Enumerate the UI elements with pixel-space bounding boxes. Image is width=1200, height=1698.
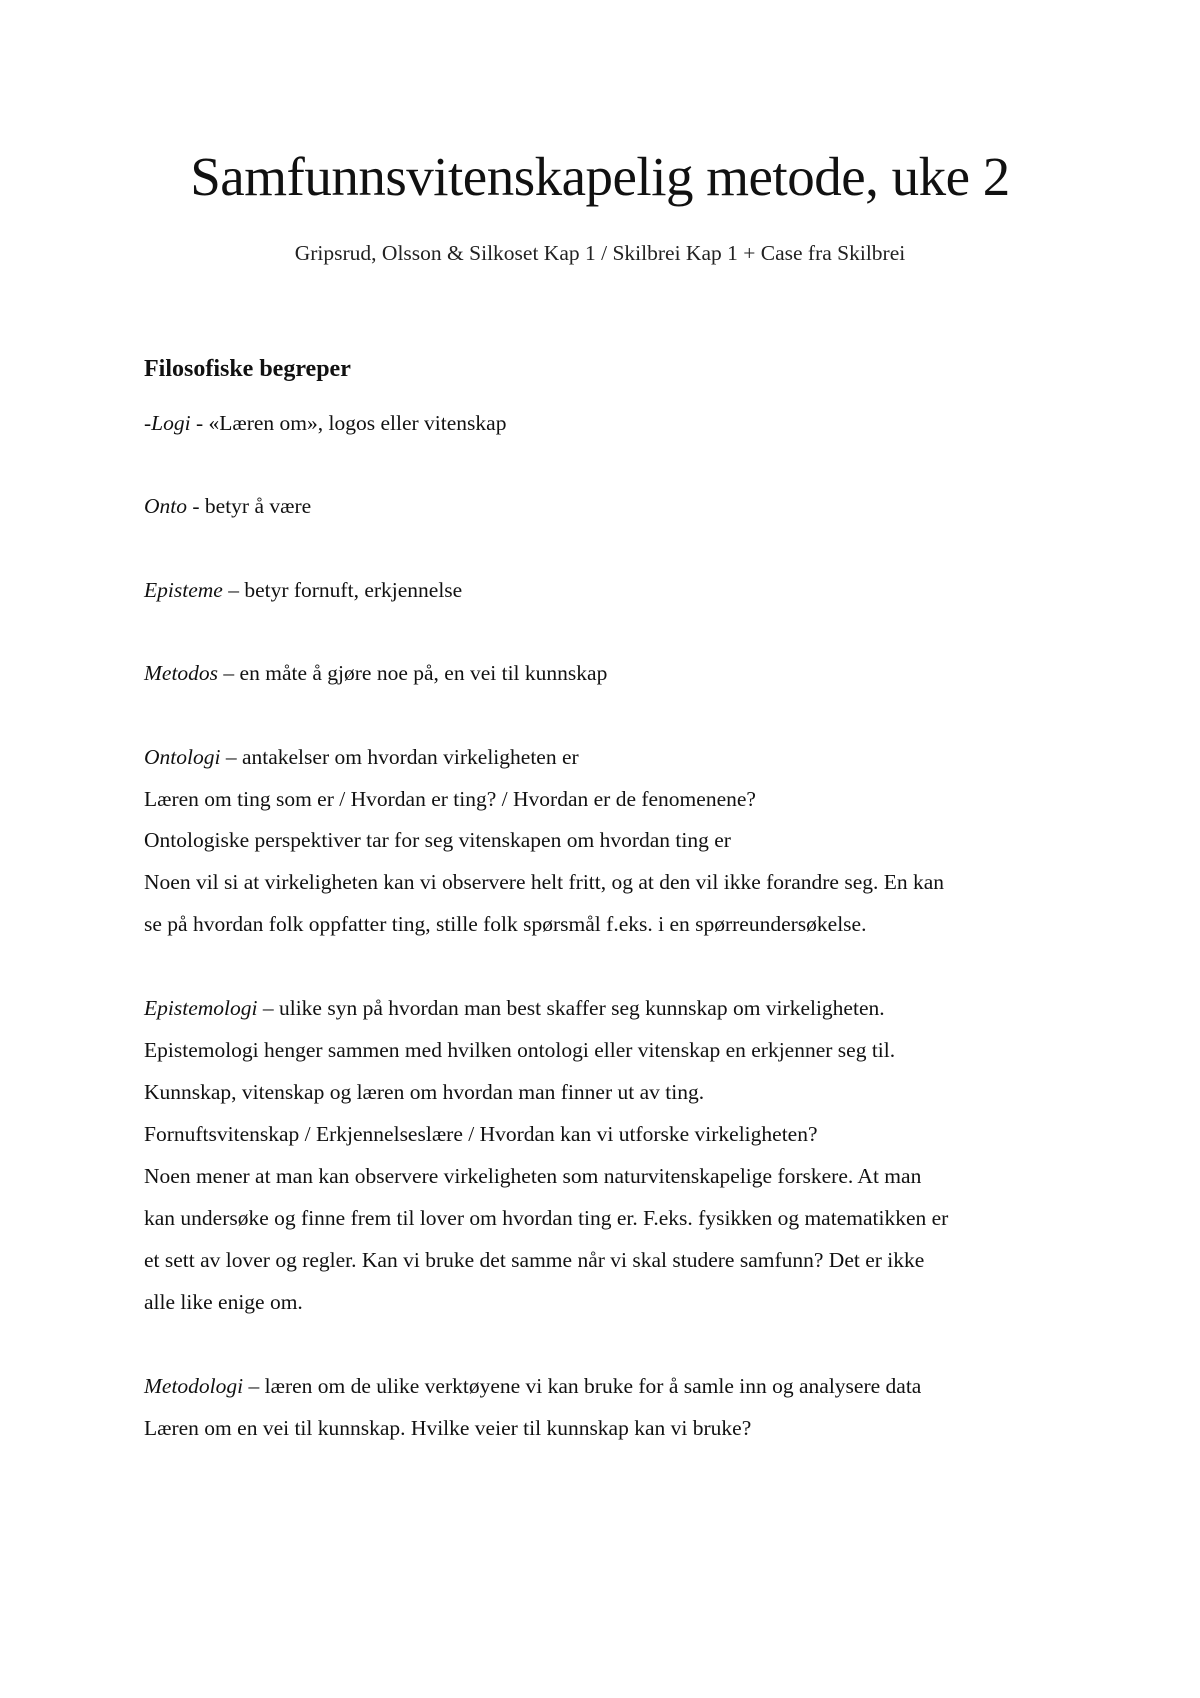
entry-metodologi (144, 1372, 1064, 1400)
epistemologi-line: Fornuftsvitenskap / Erkjennelseslære / Hvordan kan vi utforske virkeligheten? (144, 1122, 818, 1146)
epistemologi-line: alle like enige om. (144, 1290, 303, 1314)
ontologi-line: se på hvordan folk oppfatter ting, stille folk spørsmål f.eks. i en spørreundersøkelse. (144, 912, 867, 936)
ontologi-line: Noen vil si at virkeligheten kan vi observere helt fritt, og at den vil ikke forandre seg. En kan (144, 870, 945, 894)
epistemologi-line: kan undersøke og finne frem til lover om hvordan ting er. F.eks. fysikken og matematikken er (144, 1206, 949, 1230)
entry-episteme (144, 576, 1064, 604)
epistemologi-line: Epistemologi henger sammen med hvilken ontologi eller vitenskap en erkjenner seg til. (144, 1038, 896, 1062)
epistemologi-line: et sett av lover og regler. Kan vi bruke det samme når vi skal studere samfunn? Det er ikke (144, 1248, 925, 1272)
entry-metodos (144, 659, 1064, 687)
entry-logi (144, 409, 1064, 437)
term-episteme: Episteme (144, 578, 223, 602)
entry-epistemologi (144, 994, 1064, 1022)
ontologi-line: Ontologiske perspektiver tar for seg vitenskapen om hvordan ting er (144, 828, 731, 852)
definition-epistemologi: – ulike syn på hvordan man best skaffer seg kunnskap om virkeligheten. (257, 996, 885, 1020)
term-onto: Onto (144, 494, 187, 518)
definition-onto: - betyr å være (187, 494, 312, 518)
epistemologi-line: Kunnskap, vitenskap og læren om hvordan man finner ut av ting. (144, 1080, 705, 1104)
document-subtitle: Gripsrud, Olsson & Silkoset Kap 1 / Skilbrei Kap 1 + Case fra Skilbrei (294, 241, 906, 265)
definition-metodologi: – læren om de ulike verktøyene vi kan bruke for å samle inn og analysere data (243, 1374, 922, 1398)
term-ontologi: Ontologi (144, 745, 221, 769)
ontologi-line: Læren om ting som er / Hvordan er ting? / Hvordan er de fenomenene? (144, 787, 756, 811)
definition-episteme: – betyr fornuft, erkjennelse (222, 578, 463, 602)
term-logi: -Logi (144, 411, 191, 435)
document-title: Samfunnsvitenskapelig metode, uke 2 (190, 146, 1010, 207)
entry-ontologi (144, 743, 1064, 771)
entry-onto (144, 492, 1064, 520)
metodologi-line: Læren om en vei til kunnskap. Hvilke veier til kunnskap kan vi bruke? (144, 1416, 752, 1440)
term-metodologi: Metodologi (144, 1374, 244, 1398)
definition-logi: - «Læren om», logos eller vitenskap (190, 411, 507, 435)
term-metodos: Metodos (144, 661, 219, 685)
definition-metodos: – en måte å gjøre noe på, en vei til kunnskap (218, 661, 608, 685)
section-heading: Filosofiske begreper (144, 356, 351, 382)
term-epistemologi: Epistemologi (144, 996, 258, 1020)
epistemologi-line: Noen mener at man kan observere virkeligheten som naturvitenskapelige forskere. At man (144, 1164, 922, 1188)
definition-ontologi: – antakelser om hvordan virkeligheten er (220, 745, 579, 769)
